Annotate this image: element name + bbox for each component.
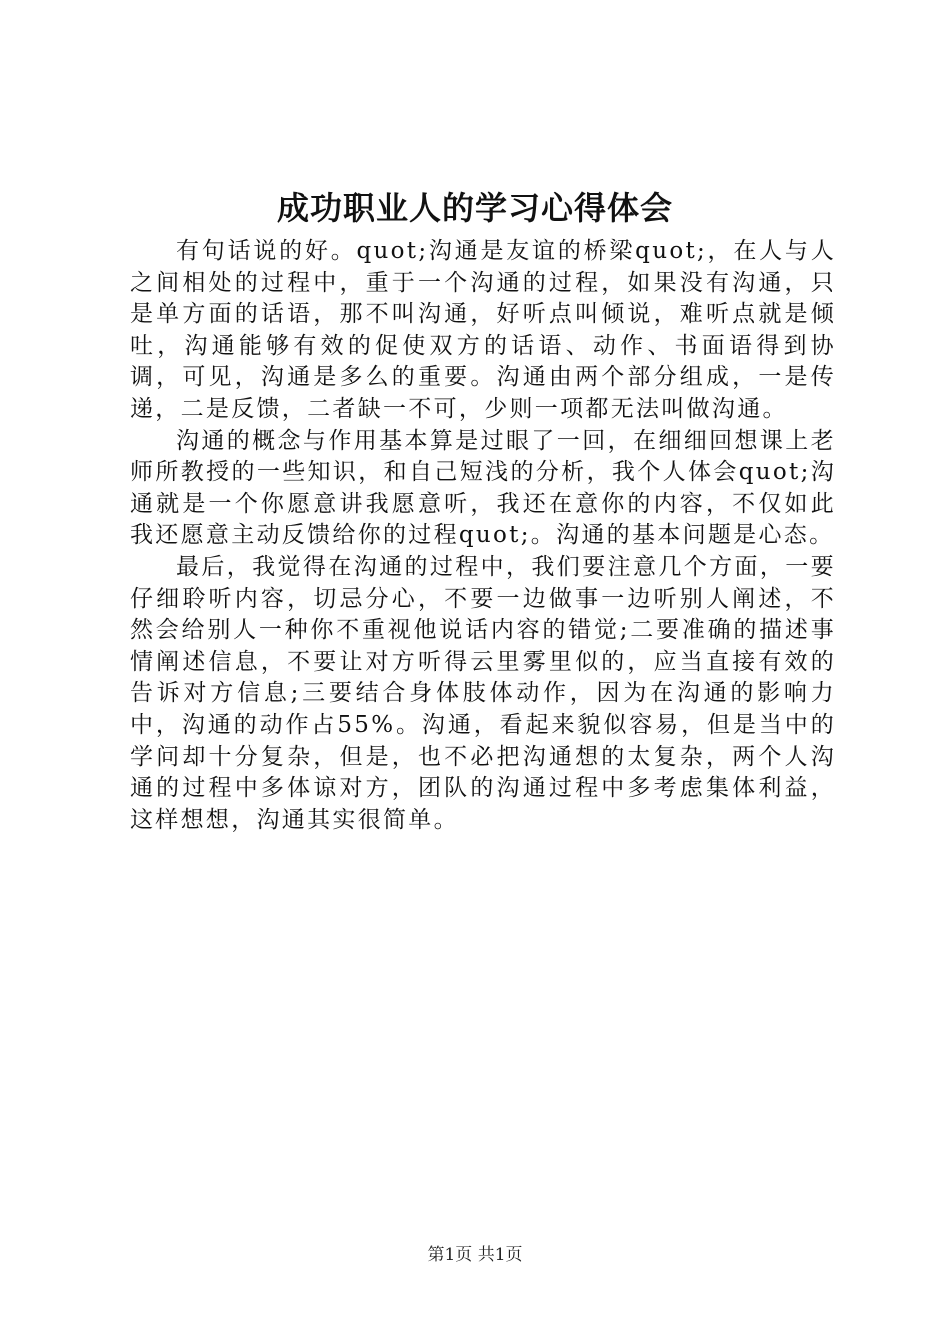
document-body bbox=[130, 236, 836, 836]
page-footer: 第1页 共1页 bbox=[427, 1245, 523, 1265]
document-title: 成功职业人的学习心得体会 bbox=[276, 189, 673, 227]
paragraph-1: 有句话说的好。quot;沟通是友谊的桥梁quot;，在人与人之间相处的过程中，重于一个沟通的过程，如果没有沟通，只是单方面的话语，那不叫沟通，好听点叫倾说，难听点就是倾吐，沟通能够有效的促使双方的话语、动作、书面语得到协调，可见，沟通是多么的重要。沟通由两个部分组成，一是传递，二是反馈，二者缺一不可，少则一项都无法叫做沟通。 bbox=[130, 238, 836, 422]
paragraph-3: 最后，我觉得在沟通的过程中，我们要注意几个方面，一要仔细聆听内容，切忌分心，不要一边做事一边听别人阐述，不然会给别人一种你不重视他说话内容的错觉;二要准确的描述事情阐述信息，不要让对方听得云里雾里似的，应当直接有效的告诉对方信息;三要结合身体肢体动作，因为在沟通的影响力中，沟通的动作占55%。沟通，看起来貌似容易，但是当中的学问却十分复杂，但是，也不必把沟通想的太复杂，两个人沟通的过程中多体谅对方，团队的沟通过程中多考虑集体利益，这样想想，沟通其实很简单。 bbox=[130, 553, 836, 833]
paragraph-2: 沟通的概念与作用基本算是过眼了一回，在细细回想课上老师所教授的一些知识，和自己短浅的分析，我个人体会quot;沟通就是一个你愿意讲我愿意听，我还在意你的内容，不仅如此我还愿意主动反馈给你的过程quot;。沟通的基本问题是心态。 bbox=[130, 427, 836, 549]
